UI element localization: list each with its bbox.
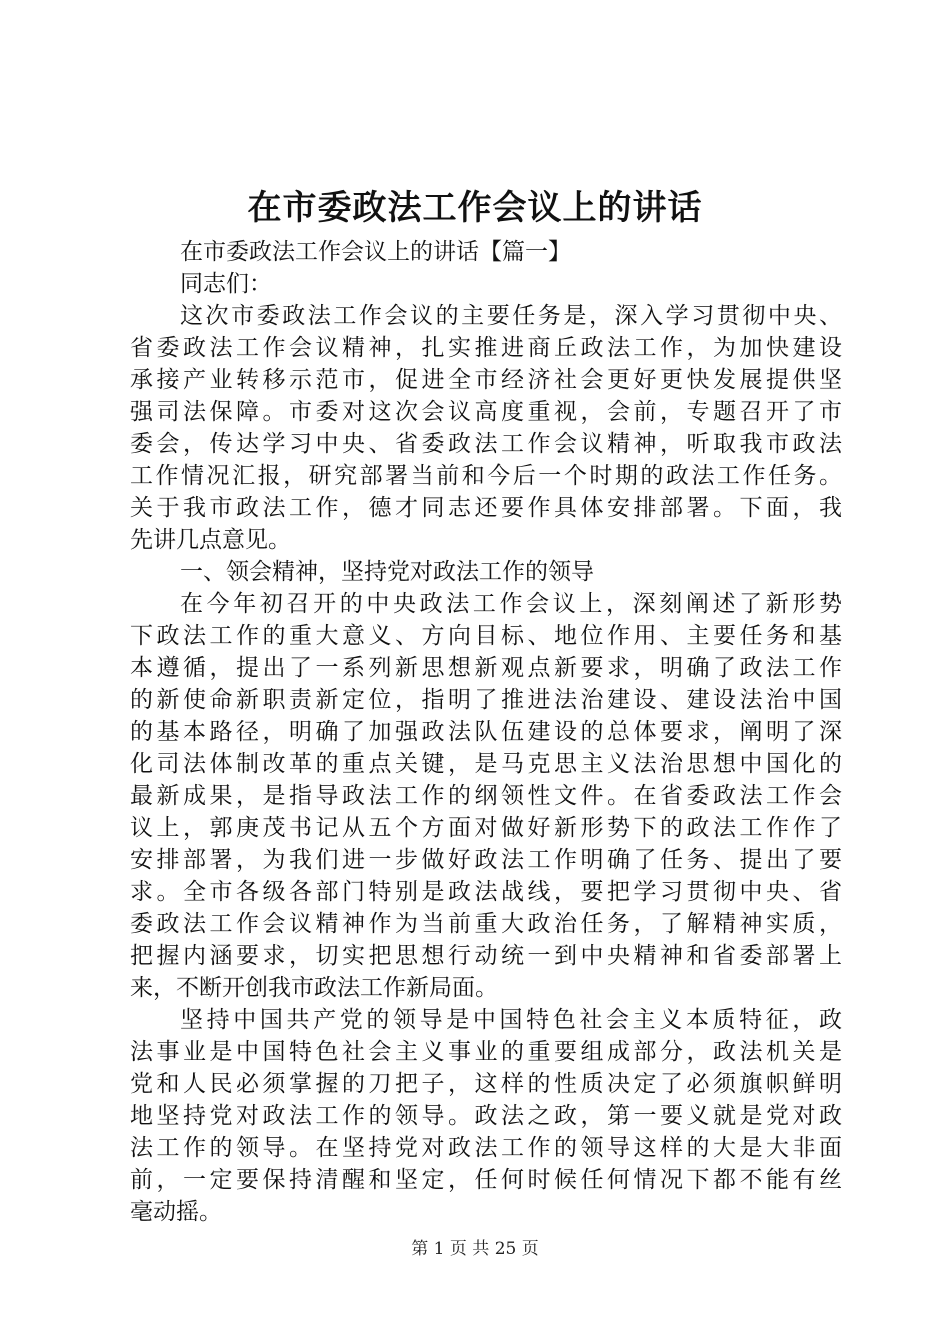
body-line: 前，一定要保持清醒和坚定，任何时候任何情况下都不能有丝 [130, 1167, 842, 1193]
body-line: 在市委政法工作会议上的讲话【篇一】 [180, 239, 571, 265]
body-line: 议上，郭庚茂书记从五个方面对做好新形势下的政法工作作了 [130, 815, 842, 841]
body-line: 下政法工作的重大意义、方向目标、地位作用、主要任务和基 [130, 623, 842, 649]
body-line: 在今年初召开的中央政法工作会议上，深刻阐述了新形势 [180, 591, 842, 617]
body-line: 承接产业转移示范市，促进全市经济社会更好更快发展提供坚 [130, 367, 842, 393]
body-line: 来，不断开创我市政法工作新局面。 [130, 975, 498, 1001]
body-line: 坚持中国共产党的领导是中国特色社会主义本质特征，政 [180, 1007, 842, 1033]
document-title: 在市委政法工作会议上的讲话 [247, 188, 703, 228]
body-line: 这次市委政法工作会议的主要任务是，深入学习贯彻中央、 [180, 303, 842, 329]
body-line: 法工作的领导。在坚持党对政法工作的领导这样的大是大非面 [130, 1135, 842, 1161]
body-line: 最新成果，是指导政法工作的纲领性文件。在省委政法工作会 [130, 783, 842, 809]
body-line: 本遵循，提出了一系列新思想新观点新要求，明确了政法工作 [130, 655, 842, 681]
body-line: 先讲几点意见。 [130, 527, 291, 553]
body-line: 工作情况汇报，研究部署当前和今后一个时期的政法工作任务。 [130, 463, 842, 489]
body-line: 强司法保障。市委对这次会议高度重视，会前，专题召开了市 [130, 399, 842, 425]
body-line: 求。全市各级各部门特别是政法战线，要把学习贯彻中央、省 [130, 879, 842, 905]
body-line: 地坚持党对政法工作的领导。政法之政，第一要义就是党对政 [130, 1103, 842, 1129]
body-line: 一、领会精神，坚持党对政法工作的领导 [180, 559, 594, 585]
body-line: 委会，传达学习中央、省委政法工作会议精神，听取我市政法 [130, 431, 842, 457]
body-line: 化司法体制改革的重点关键，是马克思主义法治思想中国化的 [130, 751, 842, 777]
document-body [130, 236, 842, 1228]
page-footer: 第 1 页 共 25 页 [411, 1239, 539, 1259]
body-line: 党和人民必须掌握的刀把子，这样的性质决定了必须旗帜鲜明 [130, 1071, 842, 1097]
body-line: 委政法工作会议精神作为当前重大政治任务，了解精神实质， [130, 911, 842, 937]
body-line: 关于我市政法工作，德才同志还要作具体安排部署。下面，我 [130, 495, 842, 521]
body-line: 省委政法工作会议精神，扎实推进商丘政法工作，为加快建设 [130, 335, 842, 361]
body-line: 法事业是中国特色社会主义事业的重要组成部分，政法机关是 [130, 1039, 842, 1065]
body-line: 同志们： [180, 271, 272, 297]
body-line: 毫动摇。 [130, 1199, 222, 1225]
body-line: 的基本路径，明确了加强政法队伍建设的总体要求，阐明了深 [130, 719, 842, 745]
body-line: 安排部署，为我们进一步做好政法工作明确了任务、提出了要 [130, 847, 842, 873]
body-line: 把握内涵要求，切实把思想行动统一到中央精神和省委部署上 [130, 943, 842, 969]
body-line: 的新使命新职责新定位，指明了推进法治建设、建设法治中国 [130, 687, 842, 713]
